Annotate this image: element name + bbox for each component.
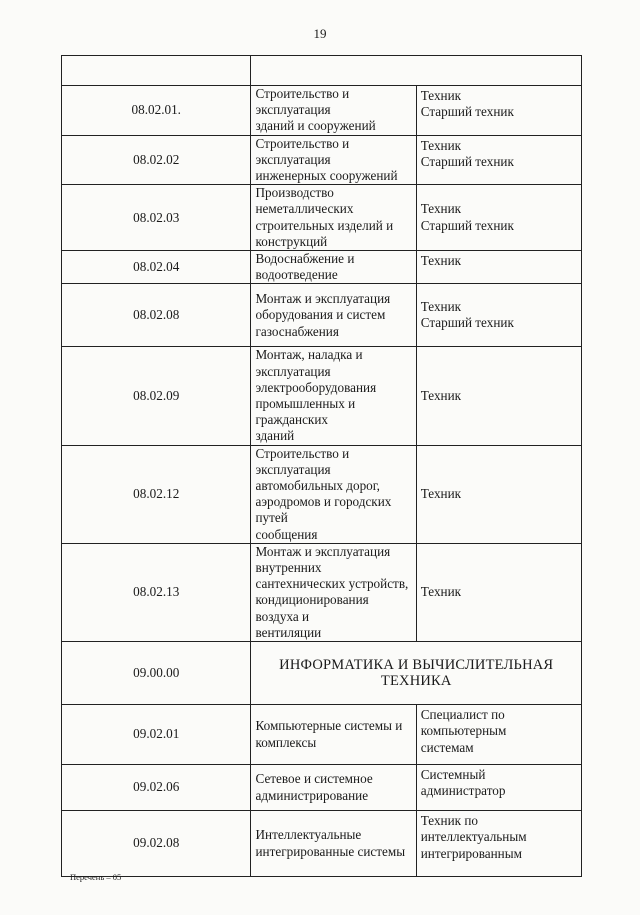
table-row xyxy=(62,347,582,445)
specialty-name: Сетевое и системное администрирование xyxy=(251,765,416,811)
specialty-code: 08.02.03 xyxy=(62,185,251,251)
specialty-code xyxy=(62,56,251,86)
specialty-code: 08.02.08 xyxy=(62,284,251,347)
specialty-code: 09.02.01 xyxy=(62,705,251,765)
table-row xyxy=(62,56,582,86)
specialty-name xyxy=(251,56,582,86)
specialty-code: 09.02.06 xyxy=(62,765,251,811)
qualification: Техник Старший техник xyxy=(416,284,581,347)
table-row xyxy=(62,765,582,811)
specialty-name: Монтаж и эксплуатация оборудования и систем газоснабжения xyxy=(251,284,416,347)
table-row xyxy=(62,86,582,136)
specialty-name: Компьютерные системы и комплексы xyxy=(251,705,416,765)
document-footer: Перечень – 05 xyxy=(70,872,122,882)
table-row xyxy=(62,705,582,765)
table-row xyxy=(62,284,582,347)
specialty-code: 08.02.02 xyxy=(62,135,251,185)
table-row xyxy=(62,445,582,543)
table-row xyxy=(62,543,582,641)
specialty-name: Производство неметаллических строительных изделий и конструкций xyxy=(251,185,416,251)
specialty-name: Интеллектуальные интегрированные системы xyxy=(251,811,416,877)
qualification: Техник по интеллектуальным интегрированным xyxy=(416,811,581,877)
specialty-code: 08.02.09 xyxy=(62,347,251,445)
specialty-name: Монтаж и эксплуатация внутренних сантехнических устройств, кондиционирования воздуха и вентиляции xyxy=(251,543,416,641)
table-row xyxy=(62,135,582,185)
specialty-name: Строительство и эксплуатация инженерных сооружений xyxy=(251,135,416,185)
specialty-code: 08.02.04 xyxy=(62,251,251,284)
section-header-row xyxy=(62,642,582,705)
qualification: Техник xyxy=(416,543,581,641)
qualification: Техник xyxy=(416,347,581,445)
specialty-code: 08.02.13 xyxy=(62,543,251,641)
specialty-name: Строительство и эксплуатация зданий и сооружений xyxy=(251,86,416,136)
qualification: Техник Старший техник xyxy=(416,135,581,185)
qualification: Техник Старший техник xyxy=(416,86,581,136)
qualification: Специалист по компьютерным системам xyxy=(416,705,581,765)
specialty-code: 08.02.12 xyxy=(62,445,251,543)
page-number: 19 xyxy=(313,26,327,41)
specialty-name: Строительство и эксплуатация автомобильных дорог, аэродромов и городских путей сообщения xyxy=(251,445,416,543)
table-row xyxy=(62,811,582,877)
section-code: 09.00.00 xyxy=(62,642,251,705)
specialty-name: Монтаж, наладка и эксплуатация электрооборудования промышленных и гражданских зданий xyxy=(251,347,416,445)
table-row xyxy=(62,185,582,251)
specialty-code: 08.02.01. xyxy=(62,86,251,136)
table-row xyxy=(62,251,582,284)
qualification: Техник xyxy=(416,251,581,284)
specialties-table xyxy=(61,55,582,877)
section-title: ИНФОРМАТИКА И ВЫЧИСЛИТЕЛЬНАЯ ТЕХНИКА xyxy=(251,642,582,705)
qualification: Системный администратор xyxy=(416,765,581,811)
specialty-name: Водоснабжение и водоотведение xyxy=(251,251,416,284)
qualification: Техник Старший техник xyxy=(416,185,581,251)
qualification: Техник xyxy=(416,445,581,543)
specialty-code: 09.02.08 xyxy=(62,811,251,877)
